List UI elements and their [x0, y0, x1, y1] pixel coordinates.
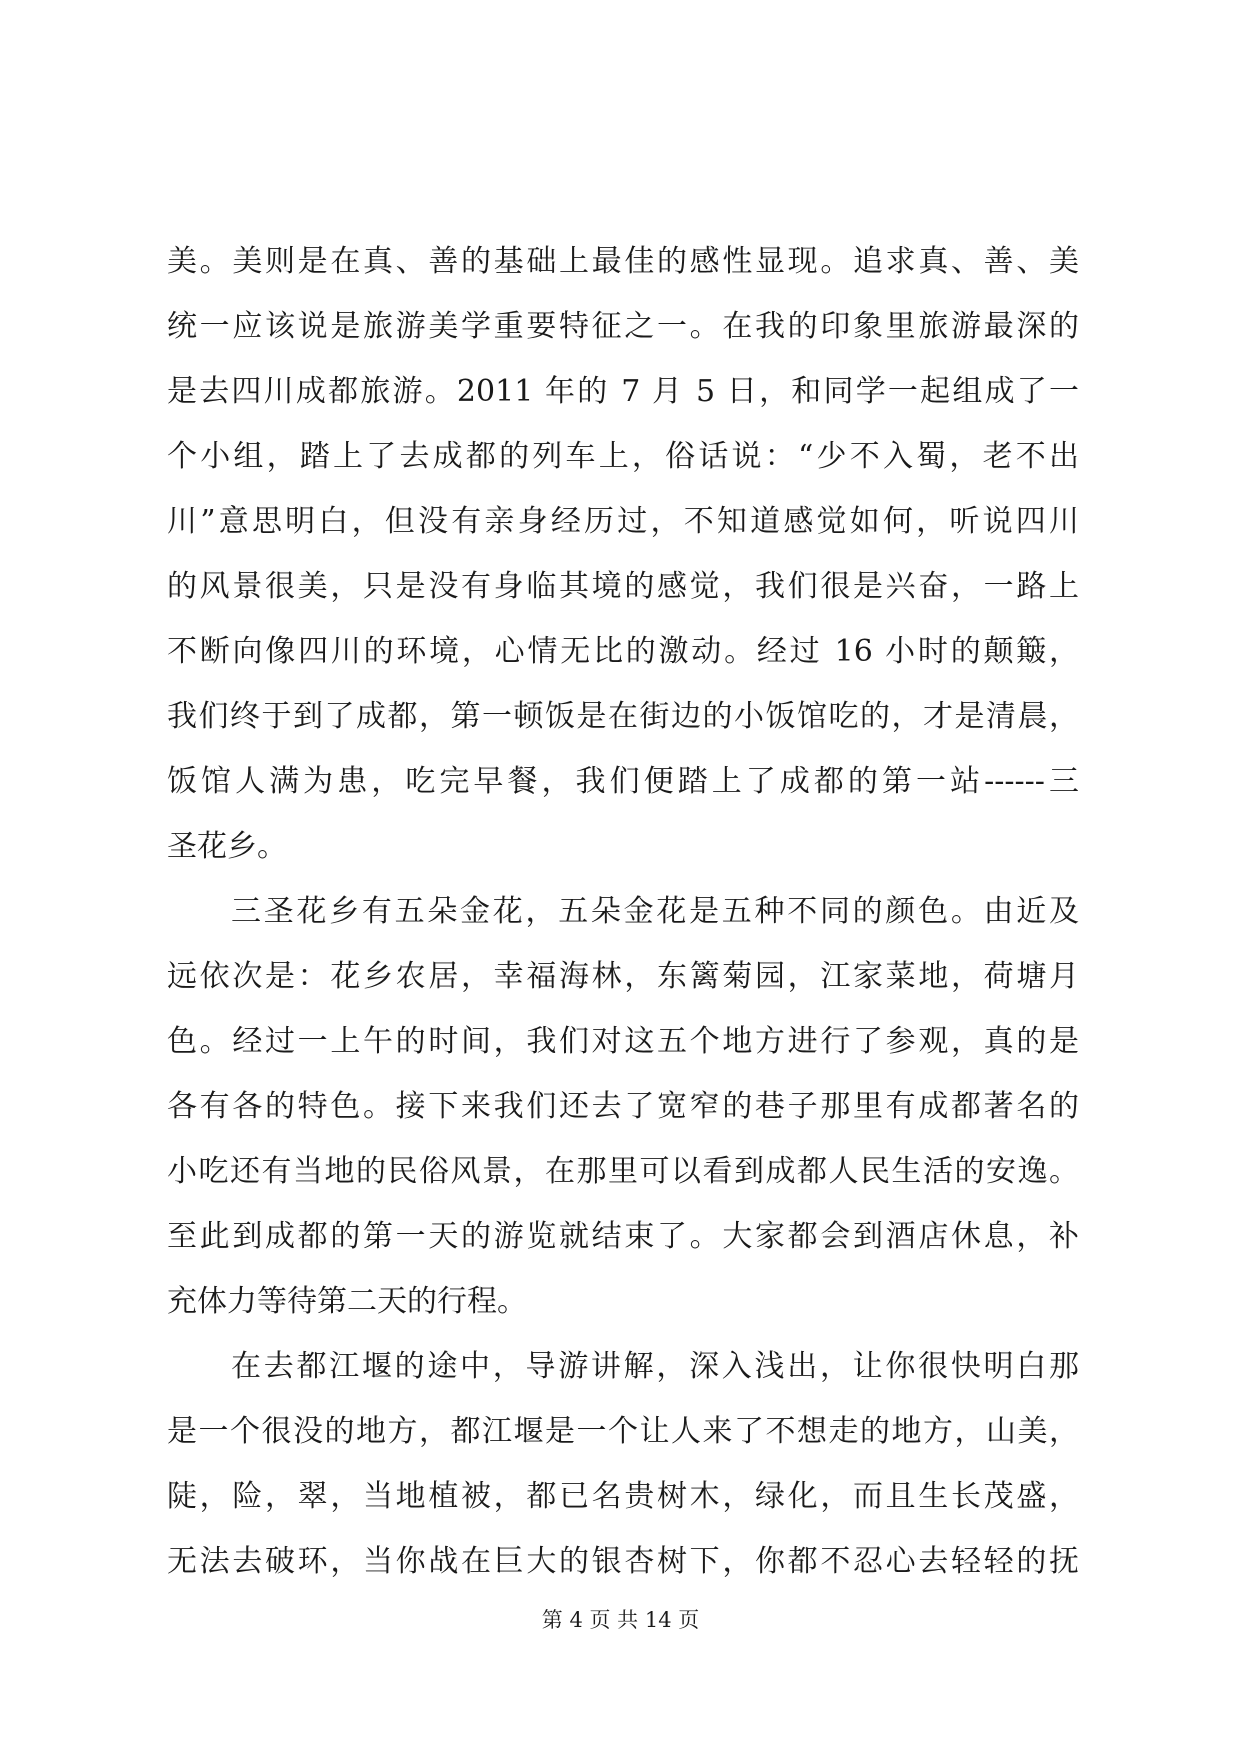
paragraph-start-line: 三圣花乡有五朵金花，五朵金花是五种不同的颜色。由近及 [231, 894, 1079, 929]
text-line: 的风景很美，只是没有身临其境的感觉，我们很是兴奋，一路上 [167, 569, 1079, 604]
text-line: 川”意思明白，但没有亲身经历过，不知道感觉如何，听说四川 [167, 504, 1079, 539]
text-line: 远依次是：花乡农居，幸福海林，东篱菊园，江家菜地，荷塘月 [167, 959, 1079, 994]
paragraph-start-line: 在去都江堰的途中，导游讲解，深入浅出，让你很快明白那 [231, 1349, 1079, 1384]
text-line: 饭馆人满为患，吃完早餐，我们便踏上了成都的第一站------三 [167, 764, 1079, 799]
text-line: 是一个很没的地方，都江堰是一个让人来了不想走的地方，山美， [167, 1414, 1079, 1449]
body-text [167, 229, 1079, 1594]
text-line: 美。美则是在真、善的基础上最佳的感性显现。追求真、善、美 [167, 244, 1079, 279]
text-line: 是去四川成都旅游。2011 年的 7 月 5 日，和同学一起组成了一 [167, 374, 1079, 409]
text-line: 充体力等待第二天的行程。 [167, 1284, 527, 1319]
text-line: 陡，险，翠，当地植被，都已名贵树木，绿化，而且生长茂盛， [167, 1479, 1079, 1514]
text-line: 无法去破环，当你战在巨大的银杏树下，你都不忍心去轻轻的抚 [167, 1544, 1079, 1579]
text-line: 小吃还有当地的民俗风景，在那里可以看到成都人民生活的安逸。 [167, 1154, 1079, 1189]
page-number-footer: 第 4 页 共 14 页 [541, 1608, 700, 1632]
text-line: 圣花乡。 [167, 829, 287, 864]
text-line: 不断向像四川的环境，心情无比的激动。经过 16 小时的颠簸， [167, 634, 1079, 669]
text-line: 统一应该说是旅游美学重要特征之一。在我的印象里旅游最深的 [167, 309, 1079, 344]
text-line: 我们终于到了成都，第一顿饭是在街边的小饭馆吃的，才是清晨， [167, 699, 1079, 734]
text-line: 色。经过一上午的时间，我们对这五个地方进行了参观，真的是 [167, 1024, 1079, 1059]
text-line: 各有各的特色。接下来我们还去了宽窄的巷子那里有成都著名的 [167, 1089, 1079, 1124]
text-line: 个小组，踏上了去成都的列车上，俗话说：“少不入蜀，老不出 [167, 439, 1079, 474]
text-line: 至此到成都的第一天的游览就结束了。大家都会到酒店休息，补 [167, 1219, 1079, 1254]
